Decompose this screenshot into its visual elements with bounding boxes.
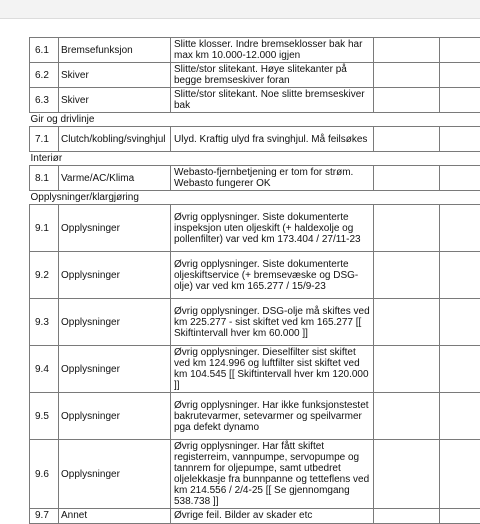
item-name: Opplysninger [59,205,171,252]
empty-cell [440,440,480,509]
empty-cell [440,346,480,393]
item-description: Øvrig opplysninger. Siste dokumenterte oljeskiftservice (+ bremsevæske og DSG-olje) var ved km 165.277 / 15/9-23 [171,252,374,299]
item-name: Opplysninger [59,346,171,393]
section-title: Gir og drivlinje [30,113,480,127]
empty-cell [440,38,480,63]
item-number: 9.5 [30,393,59,440]
empty-cell [440,166,480,191]
table-row [30,166,480,191]
item-description: Slitte/stor slitekant. Høye slitekanter på begge bremseskiver foran [171,63,374,88]
item-name: Opplysninger [59,393,171,440]
empty-cell [440,88,480,113]
item-number: 9.6 [30,440,59,509]
item-description: Ulyd. Kraftig ulyd fra svinghjul. Må feilsøkes [171,127,374,152]
table-row [30,63,480,88]
item-name: Skiver [59,63,171,88]
empty-cell [374,63,440,88]
table-row [30,38,480,63]
item-name: Opplysninger [59,299,171,346]
empty-cell [374,346,440,393]
table-row [30,88,480,113]
item-name: Clutch/kobling/svinghjul [59,127,171,152]
item-description: Øvrige feil. Bilder av skader etc [171,509,374,524]
empty-cell [440,252,480,299]
item-name: Annet [59,509,171,524]
empty-cell [374,440,440,509]
empty-cell [440,127,480,152]
item-name: Opplysninger [59,440,171,509]
item-number: 8.1 [30,166,59,191]
item-description: Slitte/stor slitekant. Noe slitte bremseskiver bak [171,88,374,113]
empty-cell [440,205,480,252]
item-number: 6.1 [30,38,59,63]
empty-cell [374,205,440,252]
item-description: Øvrig opplysninger. Siste dokumenterte inspeksjon uten oljeskift (+ haldexolje og pollenfilter) var ved km 173.404 / 27/11-23 [171,205,374,252]
item-description: Øvrig opplysninger. DSG-olje må skiftes ved km 225.277 - sist skiftet ved km 165.277 [[ Skiftintervall hver km 60.000 ]] [171,299,374,346]
empty-cell [374,88,440,113]
empty-cell [374,38,440,63]
empty-cell [440,63,480,88]
table-row [30,346,480,393]
item-number: 9.7 [30,509,59,524]
item-number: 9.1 [30,205,59,252]
section-title: Interiør [30,152,480,166]
section-title: Opplysninger/klargjøring [30,191,480,205]
item-description: Øvrig opplysninger. Dieselfilter sist skiftet ved km 124.996 og luftfilter sist skiftet ved km 104.545 [[ Skiftintervall hver km 120.000 ]] [171,346,374,393]
item-name: Skiver [59,88,171,113]
empty-cell [440,509,480,524]
table-row [30,509,480,524]
section-header-row [30,152,480,166]
table-row [30,205,480,252]
section-header-row [30,113,480,127]
empty-cell [374,166,440,191]
item-number: 9.4 [30,346,59,393]
empty-cell [374,393,440,440]
table-row [30,252,480,299]
table-row [30,393,480,440]
item-number: 6.3 [30,88,59,113]
item-description: Webasto-fjernbetjening er tom for strøm. Webasto fungerer OK [171,166,374,191]
table-row [30,299,480,346]
empty-cell [374,127,440,152]
item-number: 9.2 [30,252,59,299]
item-name: Bremsefunksjon [59,38,171,63]
item-description: Øvrig opplysninger. Har fått skiftet registerreim, vannpumpe, servopumpe og tannrem for oljepumpe, samt utbedret oljelekkasje fra bunnpanne og tetteflens ved km 214.556 / 2/4-25 [[ Se gjennomgang 538.738 ]] [171,440,374,509]
item-name: Opplysninger [59,252,171,299]
empty-cell [440,299,480,346]
viewer-toolbar [0,0,480,19]
inspection-report-table [29,37,480,524]
table-row [30,440,480,509]
item-number: 9.3 [30,299,59,346]
section-header-row [30,191,480,205]
empty-cell [374,509,440,524]
empty-cell [374,299,440,346]
table-row [30,127,480,152]
item-description: Slitte klosser. Indre bremseklosser bak har max km 10.000-12.000 igjen [171,38,374,63]
empty-cell [374,252,440,299]
item-number: 7.1 [30,127,59,152]
item-description: Øvrig opplysninger. Har ikke funksjonstestet bakrutevarmer, setevarmer og speilvarmer pga defekt dynamo [171,393,374,440]
item-number: 6.2 [30,63,59,88]
item-name: Varme/AC/Klima [59,166,171,191]
empty-cell [440,393,480,440]
